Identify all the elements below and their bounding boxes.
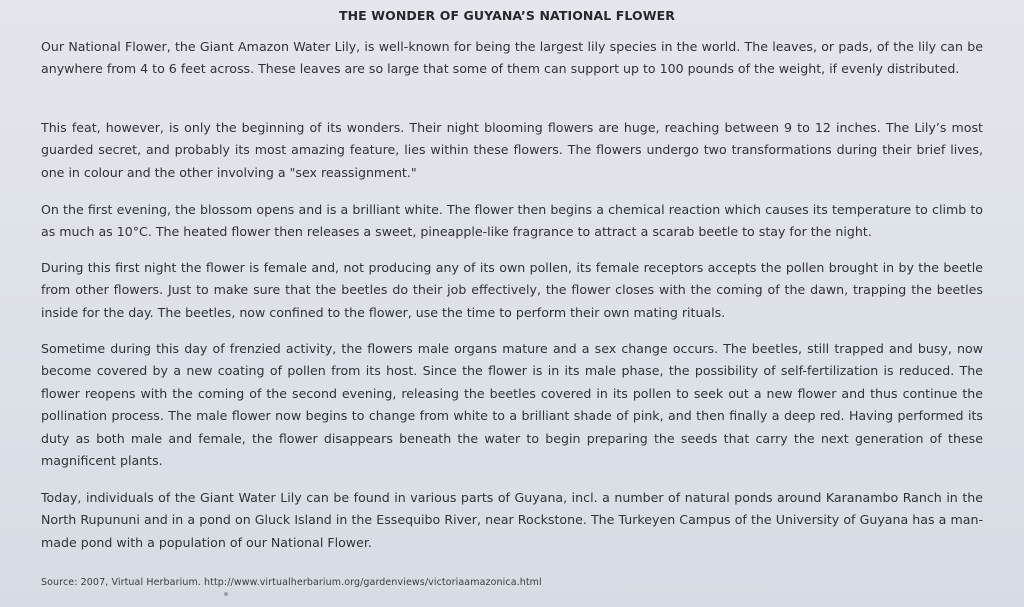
- paragraph-locations: Today, individuals of the Giant Water Lily can be found in various parts of Guyana, incl. a number of natural ponds around Karanambo Ranch in the North Rupununi and in a pond on Gluck Island in the Essequibo River, near Rockstone. The Turkeyen Campus of the University of Guyana has a man-made pond with a population of our National Flower.: [41, 490, 983, 550]
- source-citation: Source: 2007, Virtual Herbarium. http://www.virtualherbarium.org/gardenviews/victoriaamazonica.html: [41, 577, 542, 588]
- paragraph-wonders: This feat, however, is only the beginning of its wonders. Their night blooming flowers are huge, reaching between 9 to 12 inches. The Lily’s most guarded secret, and probably its most amazing feature, lies within these flowers. The flowers undergo two transformations during their brief lives, one in colour and the other involving a "sex reassignment.": [41, 120, 983, 180]
- paragraph-sex-change: Sometime during this day of frenzied activity, the flowers male organs mature and a sex change occurs. The beetles, still trapped and busy, now become covered by a new coating of pollen from its host. Since the flower is in its male phase, the possibility of self-fertilization is reduced. The flower reopens with the coming of the second evening, releasing the beetles covered in its pollen to seek out a new flower and thus continue the pollination process. The male flower now begins to change from white to a brilliant shade of pink, and then finally a deep red. Having performed its duty as both male and female, the flower disappears beneath the water to begin preparing the seeds that carry the next generation of these magnificent plants.: [41, 341, 983, 469]
- document-title: THE WONDER OF GUYANA’S NATIONAL FLOWER: [338, 8, 676, 23]
- paper-speck: [224, 592, 228, 596]
- paragraph-intro: Our National Flower, the Giant Amazon Water Lily, is well-known for being the largest lily species in the world. The leaves, or pads, of the lily can be anywhere from 4 to 6 feet across. These leaves are so large that some of them can support up to 100 pounds of the weight, if evenly distributed.: [41, 39, 983, 77]
- paragraph-first-evening: On the first evening, the blossom opens and is a brilliant white. The flower then begins a chemical reaction which causes its temperature to climb to as much as 10°C. The heated flower then releases a sweet, pineapple-like fragrance to attract a scarab beetle to stay for the night.: [41, 202, 983, 240]
- paragraph-first-night: During this first night the flower is female and, not producing any of its own pollen, its female receptors accepts the pollen brought in by the beetle from other flowers. Just to make sure that the beetles do their job effectively, the flower closes with the coming of the dawn, trapping the beetles inside for the day. The beetles, now confined to the flower, use the time to perform their own mating rituals.: [41, 260, 983, 320]
